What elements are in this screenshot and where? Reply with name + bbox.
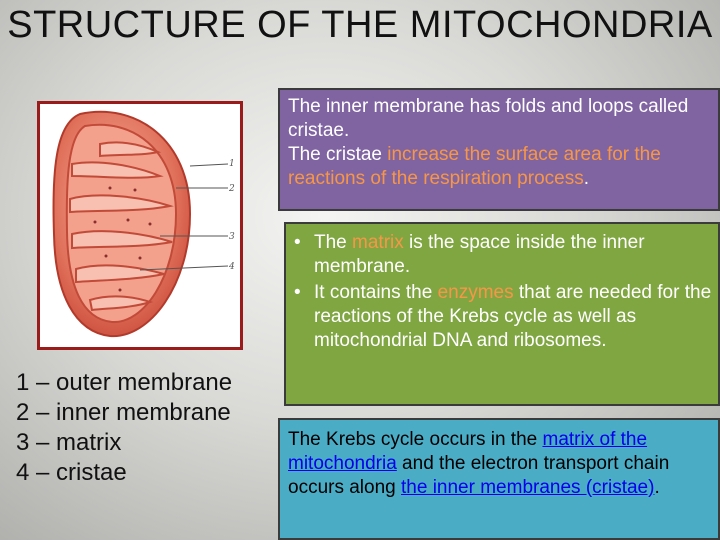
legend-item-outer-membrane: 1 – outer membrane — [16, 369, 233, 396]
cristae-function-highlight: increase the surface area for the reactions of the respiration process — [288, 144, 661, 189]
bullet-mark: • — [294, 232, 301, 253]
cristae-function — [288, 143, 718, 191]
slide-title: STRUCTURE OF THE MITOCHONDRIA — [7, 4, 713, 46]
cristae-function-end: . — [583, 168, 589, 189]
enzymes-bullet-text-a: It contains the — [314, 282, 438, 303]
legend-item-cristae: 4 – cristae — [16, 459, 127, 486]
krebs-text-a: The Krebs cycle occurs in the — [288, 429, 543, 450]
cristae-info-box — [278, 88, 720, 211]
enzymes-bullet — [294, 281, 714, 353]
diagram-label-2: 2 — [229, 184, 235, 194]
matrix-bullet — [294, 231, 714, 279]
diagram-label-4: 4 — [229, 262, 235, 272]
matrix-keyword: matrix — [352, 232, 404, 253]
diagram-label-1: 1 — [229, 159, 235, 169]
legend-item-inner-membrane: 2 – inner membrane — [16, 399, 231, 426]
mitochondria-diagram — [37, 101, 243, 350]
krebs-text-c: . — [654, 477, 660, 498]
matrix-bullet-text-b: is the space inside the inner membrane. — [314, 232, 645, 277]
cristae-definition: The inner membrane has folds and loops called cristae. — [288, 96, 689, 141]
bullet-mark: • — [294, 282, 301, 303]
krebs-text-b: and the electron transport chain occurs along — [288, 453, 670, 498]
matrix-link[interactable]: matrix of the mitochondria — [288, 429, 648, 474]
diagram-label-3: 3 — [229, 232, 235, 242]
inner-membranes-link[interactable]: the inner membranes (cristae) — [401, 477, 655, 498]
legend-item-matrix: 3 – matrix — [16, 429, 122, 456]
krebs-info-box — [278, 418, 720, 540]
enzymes-bullet-text-b: that are needed for the reactions of the Krebs cycle as well as mitochondrial DNA and ribosomes. — [314, 282, 712, 351]
diagram-legend — [16, 368, 232, 488]
matrix-bullet-text-a: The — [314, 232, 353, 253]
cristae-function-intro: The cristae — [288, 144, 388, 165]
mitochondria-illustration — [40, 104, 240, 347]
matrix-info-box — [284, 222, 720, 406]
enzymes-keyword: enzymes — [437, 282, 514, 303]
